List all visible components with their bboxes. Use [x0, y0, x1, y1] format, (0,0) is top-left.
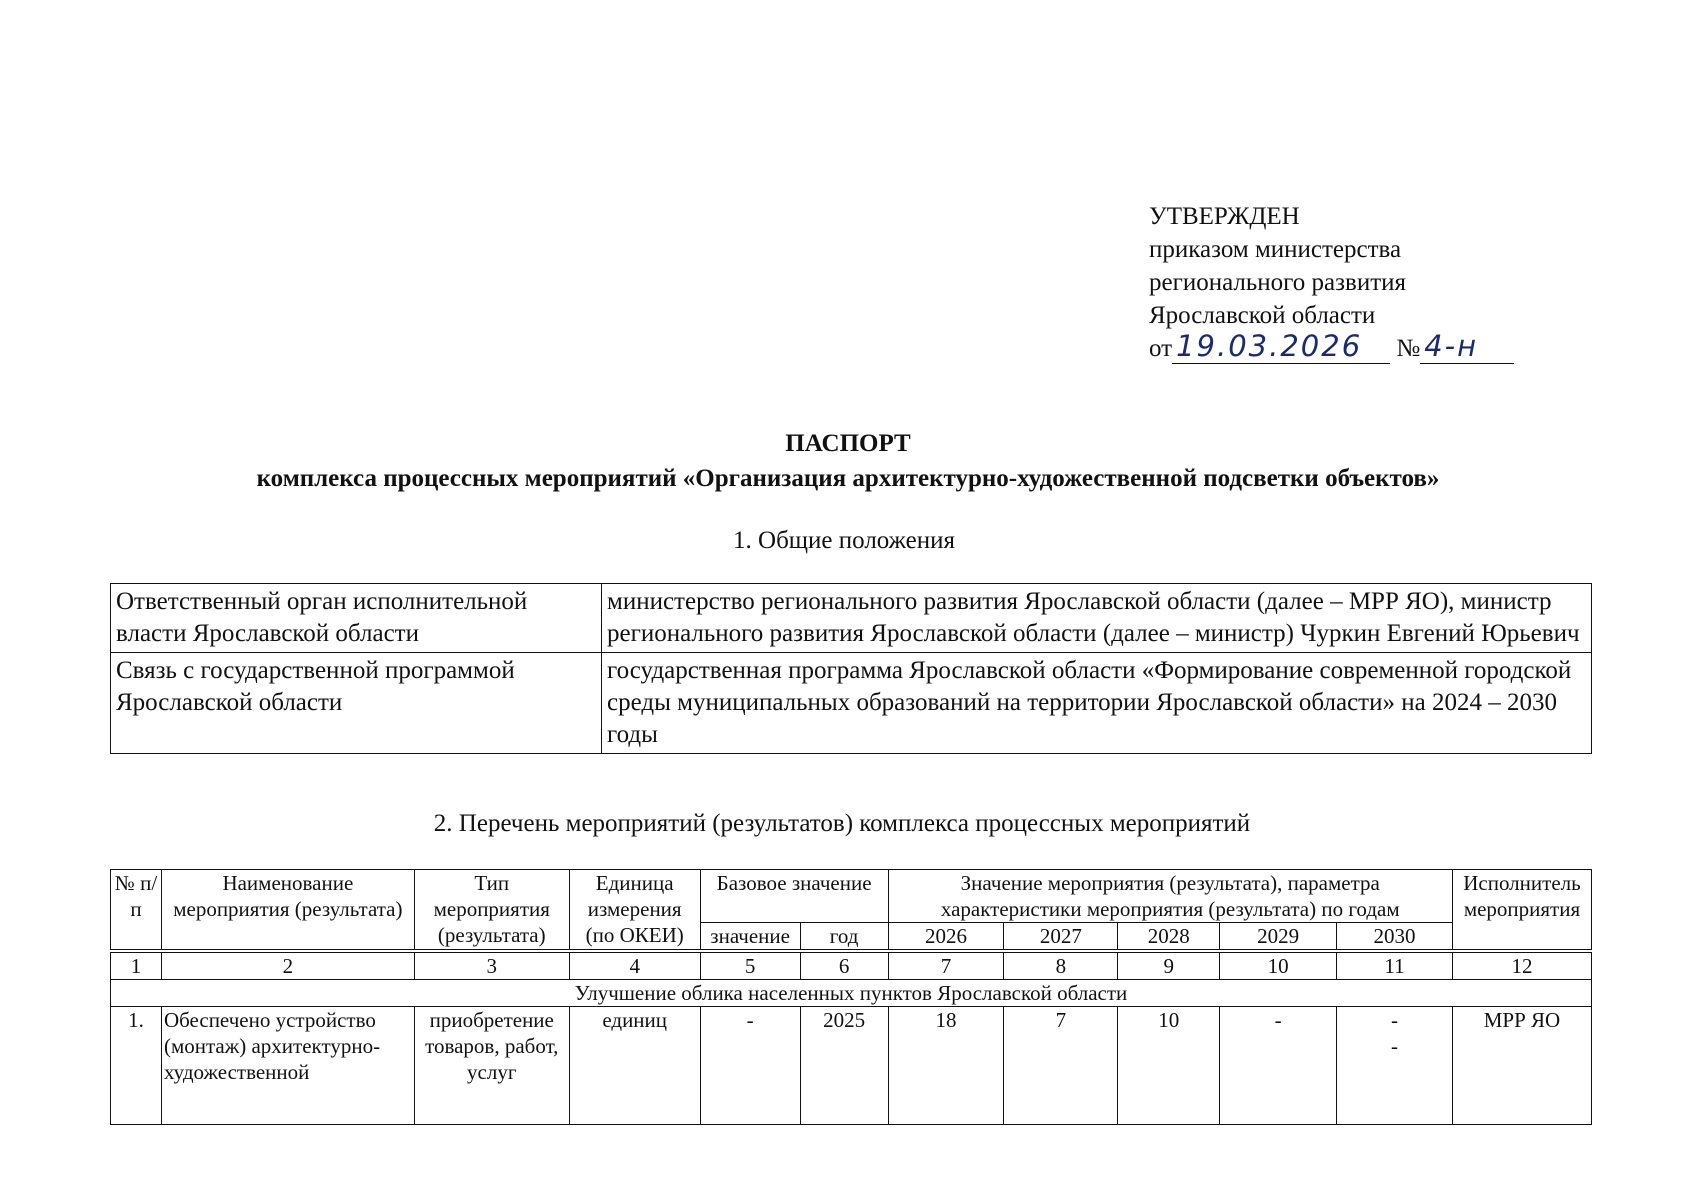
document-title: ПАСПОРТ [785, 430, 911, 457]
section-2-heading: 2. Перечень мероприятий (результатов) комплекса процессных мероприятий [433, 810, 1251, 837]
header-row [111, 870, 1592, 923]
column-number: 7 [888, 951, 1004, 980]
header-name: Наименование мероприятия (результата) [161, 870, 414, 952]
row-type: приобретение товаров, работ, услуг [414, 1007, 569, 1125]
number-field [1420, 329, 1514, 364]
column-number: 4 [569, 951, 700, 980]
column-number-row [111, 951, 1592, 980]
table-row [111, 653, 1592, 754]
row-2029: - [1220, 1007, 1337, 1125]
header-base: Базовое значение [700, 870, 888, 923]
events-table [110, 869, 1592, 1125]
row-2027: 7 [1004, 1007, 1118, 1125]
row-executor: МРР ЯО [1452, 1007, 1591, 1125]
group-row [111, 980, 1592, 1007]
header-year: 2029 [1220, 923, 1337, 952]
column-number: 10 [1220, 951, 1337, 980]
row-name: Обеспечено устройство (монтаж) архитектурно-художественной [161, 1007, 414, 1125]
column-number: 9 [1118, 951, 1220, 980]
row-base-year: 2025 [800, 1007, 888, 1125]
group-title: Улучшение облика населенных пунктов Ярославской области [111, 980, 1592, 1007]
approval-line-1: приказом министерства [1149, 236, 1402, 263]
row-2030-value: - [1391, 1008, 1399, 1032]
header-year: 2030 [1337, 923, 1453, 952]
table-row [111, 1007, 1592, 1125]
row-label: Связь с государственной программой Ярославской области [111, 653, 602, 754]
row-2028: 10 [1118, 1007, 1220, 1125]
header-year: 2026 [888, 923, 1004, 952]
row-2030 [1337, 1007, 1453, 1125]
row-unit: единиц [569, 1007, 700, 1125]
row-2026: 18 [888, 1007, 1004, 1125]
date-field [1172, 329, 1390, 364]
column-number: 11 [1337, 951, 1453, 980]
header-values: Значение мероприятия (результата), параметра характеристики мероприятия (результата) по годам [888, 870, 1452, 923]
header-executor: Исполнитель мероприятия [1452, 870, 1591, 952]
header-base-year: год [800, 923, 888, 952]
date-prefix: от [1149, 335, 1173, 362]
document-subtitle: комплекса процессных мероприятий «Организация архитектурно-художественной подсветки объектов» [256, 465, 1440, 492]
number-handwritten: 4-н [1424, 329, 1479, 363]
column-number: 5 [700, 951, 800, 980]
row-base-value: - [700, 1007, 800, 1125]
header-num: № п/п [111, 870, 162, 952]
approval-line-2: регионального развития [1149, 269, 1407, 296]
approval-block [1149, 200, 1514, 365]
general-provisions-table [110, 583, 1592, 754]
column-number: 12 [1452, 951, 1591, 980]
row-label: Ответственный орган исполнительной власти Ярославской области [111, 584, 602, 653]
row-num: 1. [111, 1007, 162, 1125]
section-1-heading: 1. Общие положения [733, 527, 955, 554]
column-number: 3 [414, 951, 569, 980]
row-value: министерство регионального развития Ярославской области (далее – МРР ЯО), министр регионального развития Ярославской области (далее – министр) Чуркин Евгений Юрьевич [602, 584, 1592, 653]
header-year: 2028 [1118, 923, 1220, 952]
column-number: 8 [1004, 951, 1118, 980]
approval-heading: УТВЕРЖДЕН [1149, 203, 1300, 230]
table-row [111, 584, 1592, 653]
header-unit: Единица измерения (по ОКЕИ) [569, 870, 700, 952]
column-number: 1 [111, 951, 162, 980]
number-prefix: № [1396, 335, 1421, 362]
row-2030-extra: - [1391, 1034, 1399, 1058]
header-year: 2027 [1004, 923, 1118, 952]
header-base-value: значение [700, 923, 800, 952]
approval-date-line [1149, 329, 1514, 365]
approval-line-3: Ярославской области [1149, 302, 1376, 329]
column-number: 6 [800, 951, 888, 980]
column-number: 2 [161, 951, 414, 980]
date-handwritten: 19.03.2026 [1176, 329, 1363, 363]
row-value: государственная программа Ярославской области «Формирование современной городской среды муниципальных образований на территории Ярославской области» на 2024 – 2030 годы [602, 653, 1592, 754]
header-type: Тип мероприятия (результата) [414, 870, 569, 952]
